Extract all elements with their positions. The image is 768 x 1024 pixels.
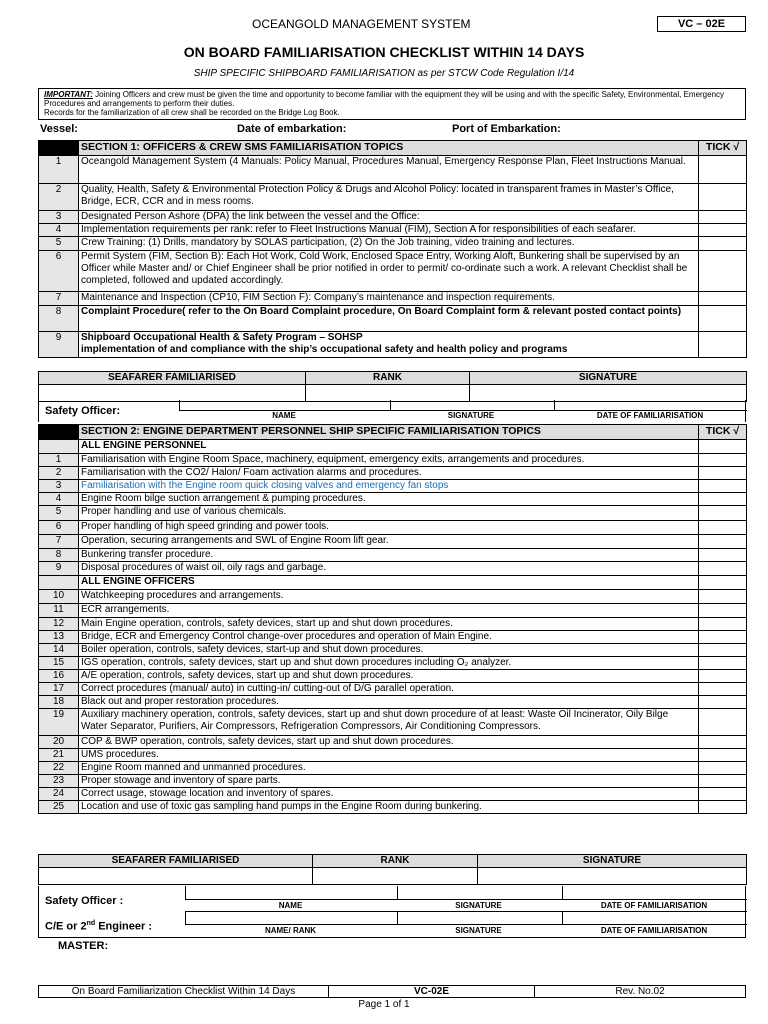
item-number: 8 [39, 549, 79, 562]
group-header [39, 440, 747, 454]
tick-box[interactable] [699, 631, 747, 644]
item-text: Proper stowage and inventory of spare parts. [79, 775, 699, 788]
item-number: 7 [39, 535, 79, 549]
so-signature-label: SIGNATURE [447, 411, 495, 420]
section2-title: SECTION 2: ENGINE DEPARTMENT PERSONNEL SHIP SPECIFIC FAMILIARISATION TOPICS [79, 425, 699, 440]
item-number: 20 [39, 736, 79, 749]
checklist-row [39, 224, 747, 237]
item-text: Bridge, ECR and Emergency Control change-over procedures and operation of Main Engine. [79, 631, 699, 644]
tick-box[interactable] [699, 736, 747, 749]
tick-box[interactable] [699, 549, 747, 562]
item-text: UMS procedures. [79, 749, 699, 762]
tick-box[interactable] [699, 762, 747, 775]
footer [38, 985, 746, 998]
item-text: Watchkeeping procedures and arrangements. [79, 590, 699, 604]
checklist-row [39, 762, 747, 775]
checklist-row [39, 237, 747, 251]
checklist-row [39, 696, 747, 709]
tick-box[interactable] [699, 709, 747, 736]
item-number: 6 [39, 521, 79, 535]
ce-signature-label: SIGNATURE [455, 926, 502, 935]
checklist-row [39, 736, 747, 749]
item-text: Black out and proper restoration procedures. [79, 696, 699, 709]
item-number: 8 [39, 306, 79, 332]
tick-header: TICK √ [699, 141, 747, 156]
so-name-label: NAME [272, 411, 296, 420]
tick-box[interactable] [699, 454, 747, 467]
item-text: Permit System (FIM, Section B): Each Hot Work, Cold Work, Enclosed Space Entry, Working Aloft, Bunkering shall be supervised by an Officer while Master and/ or Chief Engineer shall be prior notified in order to permit/ co-ordinate such a work. A relevant Checklist shall be completed, followed and updated accordingly. [79, 251, 699, 292]
signature-field-2[interactable] [478, 868, 747, 885]
important-text-2: Records for the familiarization of all crew shall be recorded on the Bridge Log Book. [44, 108, 340, 117]
item-number: 2 [39, 184, 79, 211]
section2-signoff-block [38, 886, 746, 938]
page-subtitle: SHIP SPECIFIC SHIPBOARD FAMILIARISATION as per STCW Code Regulation I/14 [193, 68, 575, 79]
page-title: ON BOARD FAMILIARISATION CHECKLIST WITHIN 14 DAYS [183, 44, 585, 60]
item-text: Boiler operation, controls, safety devices, start-up and shut down procedures. [79, 644, 699, 657]
checklist-row [39, 184, 747, 211]
checklist-row [39, 306, 747, 332]
checklist-row [39, 211, 747, 224]
safety-officer-entry-2[interactable] [185, 886, 747, 900]
ce-date-label: DATE OF FAMILIARISATION [600, 926, 708, 935]
tick-box[interactable] [699, 292, 747, 306]
safety-officer-label: Safety Officer: [45, 405, 121, 417]
important-text: Joining Officers and crew must be given the time and opportunity to become familiar with the equipment they will be using and with the specific Safety, Environmental, Emergency Procedures and arrangements to perform their duties. [44, 90, 725, 108]
tick-box[interactable] [699, 506, 747, 521]
tick-box[interactable] [699, 237, 747, 251]
item-number: 5 [39, 237, 79, 251]
tick-box[interactable] [699, 332, 747, 358]
item-text: Crew Training: (1) Drills, mandatory by SOLAS participation, (2) On the Job training, video training and lectures. [79, 237, 699, 251]
item-number: 3 [39, 480, 79, 493]
tick-box[interactable] [699, 644, 747, 657]
checklist-row [39, 749, 747, 762]
item-text: Familiarisation with the CO2/ Halon/ Foam activation alarms and procedures. [79, 467, 699, 480]
tick-box[interactable] [699, 801, 747, 814]
item-text: Oceangold Management System (4 Manuals: Policy Manual, Procedures Manual, Emergency Response Plan, Fleet Instructions Manual. [79, 156, 699, 184]
item-number: 13 [39, 631, 79, 644]
item-text: Shipboard Occupational Health & Safety Program – SOHSP implementation of and compliance with the ship’s occupational safety and health policy and programs [79, 332, 699, 358]
item-text: Operation, securing arrangements and SWL of Engine Room lift gear. [79, 535, 699, 549]
tick-box[interactable] [699, 749, 747, 762]
page-number: Page 1 of 1 [358, 999, 410, 1010]
signature-field[interactable] [470, 385, 747, 402]
item-text: Quality, Health, Safety & Environmental Protection Policy & Drugs and Alcohol Policy: located in transparent frames in Master’s Office, Bridge, ECR, CCR and in mess rooms. [79, 184, 699, 211]
item-text: Correct procedures (manual/ auto) in cutting-in/ cutting-out of D/G parallel operation. [79, 683, 699, 696]
tick-box[interactable] [699, 535, 747, 549]
so2-signature-label: SIGNATURE [455, 901, 502, 910]
item-text: Location and use of toxic gas sampling hand pumps in the Engine Room during bunkering. [79, 801, 699, 814]
item-text: A/E operation, controls, safety devices, start up and shut down procedures. [79, 670, 699, 683]
section1-signature-table [38, 371, 747, 402]
master-label: MASTER: [58, 940, 109, 952]
checklist-row [39, 454, 747, 467]
tick-box[interactable] [699, 493, 747, 506]
checklist-row [39, 251, 747, 292]
item-number: 21 [39, 749, 79, 762]
item-text: Designated Person Ashore (DPA) the link between the vessel and the Office: [79, 211, 699, 224]
item-number: 14 [39, 644, 79, 657]
so2-date-label: DATE OF FAMILIARISATION [600, 901, 708, 910]
item-number: 4 [39, 493, 79, 506]
checklist-row [39, 521, 747, 535]
tick-header-2: TICK √ [699, 425, 747, 440]
item-number: 16 [39, 670, 79, 683]
section1-title: SECTION 1: OFFICERS & CREW SMS FAMILIARISATION TOPICS [79, 141, 699, 156]
item-number: 19 [39, 709, 79, 736]
checklist-row [39, 156, 747, 184]
checklist-row [39, 549, 747, 562]
checklist-row [39, 644, 747, 657]
item-number: 11 [39, 604, 79, 618]
item-number: 6 [39, 251, 79, 292]
tick-box[interactable] [699, 521, 747, 535]
tick-box[interactable] [699, 775, 747, 788]
date-embarkation-label: Date of embarkation: [237, 123, 347, 135]
item-number: 12 [39, 618, 79, 631]
item-text: Auxiliary machinery operation, controls, safety devices, start up and shut down procedure of at least: Waste Oil Incinerator, Oily Bilge Water Separator, Purifiers, Air Compressors, Refrigeration Compressors, Air Conditioning Compressors. [79, 709, 699, 736]
item-number: 17 [39, 683, 79, 696]
tick-box[interactable] [699, 480, 747, 493]
ce-label: C/E or 2nd Engineer : [45, 920, 152, 933]
item-number: 2 [39, 467, 79, 480]
item-text: Complaint Procedure( refer to the On Board Complaint procedure, On Board Complaint form & relevant posted contact points) [79, 306, 699, 332]
checklist-row [39, 670, 747, 683]
checklist-row [39, 604, 747, 618]
tick-box[interactable] [699, 211, 747, 224]
checklist-row [39, 618, 747, 631]
item-text: Engine Room manned and unmanned procedures. [79, 762, 699, 775]
group-title: ALL ENGINE OFFICERS [79, 576, 699, 590]
checklist-row [39, 788, 747, 801]
tick-box[interactable] [699, 670, 747, 683]
tick-box[interactable] [699, 788, 747, 801]
checklist-row [39, 332, 747, 358]
section2-header [39, 425, 747, 440]
safety-officer-label-2: Safety Officer : [45, 895, 124, 907]
tick-box[interactable] [699, 618, 747, 631]
group-title: ALL ENGINE PERSONNEL [79, 440, 699, 454]
tick-box[interactable] [699, 251, 747, 292]
item-text: ECR arrangements. [79, 604, 699, 618]
tick-box[interactable] [699, 306, 747, 332]
item-number: 9 [39, 332, 79, 358]
tick-box[interactable] [699, 590, 747, 604]
item-number: 9 [39, 562, 79, 576]
so-date-label: DATE OF FAMILIARISATION [596, 411, 704, 420]
tick-box[interactable] [699, 562, 747, 576]
seafarer-name-field-2[interactable] [39, 868, 313, 885]
important-label: IMPORTANT: [44, 90, 93, 99]
item-number: 10 [39, 590, 79, 604]
ce-entry[interactable] [185, 911, 747, 925]
item-text: Main Engine operation, controls, safety devices, start up and shut down procedures. [79, 618, 699, 631]
tick-box[interactable] [699, 683, 747, 696]
important-notice [38, 88, 746, 120]
footer-doc-title: On Board Familiarization Checklist Within 14 Days [39, 986, 329, 997]
group-header [39, 576, 747, 590]
checklist-row [39, 535, 747, 549]
tick-box[interactable] [699, 224, 747, 237]
checklist-row [39, 657, 747, 670]
checklist-row [39, 493, 747, 506]
item-text: Familiarisation with the Engine room quick closing valves and emergency fan stops [79, 480, 699, 493]
item-text: Familiarisation with Engine Room Space, machinery, equipment, emergency exits, arrangements and procedures. [79, 454, 699, 467]
checklist-row [39, 709, 747, 736]
signature-header: SIGNATURE [470, 372, 747, 385]
management-system-label: OCEANGOLD MANAGEMENT SYSTEM [252, 17, 471, 31]
tick-box[interactable] [699, 156, 747, 184]
section1-safety-officer-block [38, 400, 746, 422]
item-number: 1 [39, 156, 79, 184]
section2-table [38, 424, 747, 814]
item-number: 7 [39, 292, 79, 306]
item-text: Proper handling and use of various chemicals. [79, 506, 699, 521]
vessel-label: Vessel: [40, 123, 78, 135]
checklist-row [39, 801, 747, 814]
item-text: IGS operation, controls, safety devices, start up and shut down procedures including O₂ analyzer. [79, 657, 699, 670]
footer-code: VC-02E [329, 986, 535, 997]
tick-box[interactable] [699, 467, 747, 480]
item-number: 22 [39, 762, 79, 775]
checklist-row [39, 480, 747, 493]
item-number: 25 [39, 801, 79, 814]
checklist-row [39, 683, 747, 696]
checklist-row [39, 506, 747, 521]
rank-header: RANK [306, 372, 470, 385]
tick-box[interactable] [699, 604, 747, 618]
section2-signature-table [38, 854, 747, 885]
item-text: Implementation requirements per rank: refer to Fleet Instructions Manual (FIM), Section A for responsibilities of each seafarer. [79, 224, 699, 237]
item-text: Engine Room bilge suction arrangement & pumping procedures. [79, 493, 699, 506]
item-number: 5 [39, 506, 79, 521]
checklist-row [39, 292, 747, 306]
so2-name-label: NAME [278, 901, 303, 910]
item-text: Disposal procedures of waist oil, oily rags and garbage. [79, 562, 699, 576]
item-number: 1 [39, 454, 79, 467]
item-number: 23 [39, 775, 79, 788]
signature-header-2: SIGNATURE [478, 855, 747, 868]
item-text: Bunkering transfer procedure. [79, 549, 699, 562]
tick-box[interactable] [699, 696, 747, 709]
port-embarkation-label: Port of Embarkation: [452, 123, 561, 135]
footer-rev: Rev. No.02 [615, 986, 665, 997]
seafarer-name-field[interactable] [39, 385, 306, 402]
item-text: COP & BWP operation, controls, safety devices, start up and shut down procedures. [79, 736, 699, 749]
item-number: 3 [39, 211, 79, 224]
rank-field-2[interactable] [313, 868, 478, 885]
checklist-row [39, 562, 747, 576]
seafarer-familiarised-header: SEAFARER FAMILIARISED [39, 372, 306, 385]
item-number: 15 [39, 657, 79, 670]
checklist-row [39, 775, 747, 788]
seafarer-familiarised-header-2: SEAFARER FAMILIARISED [39, 855, 313, 868]
item-number: 24 [39, 788, 79, 801]
rank-field[interactable] [306, 385, 470, 402]
item-text: Correct usage, stowage location and inventory of spares. [79, 788, 699, 801]
item-text: Maintenance and Inspection (CP10, FIM Section F): Company’s maintenance and inspection requirements. [79, 292, 699, 306]
safety-officer-entry[interactable] [179, 400, 747, 411]
form-code: VC – 02E [657, 16, 746, 32]
rank-header-2: RANK [313, 855, 478, 868]
checklist-row [39, 590, 747, 604]
ce-name-label: NAME/ RANK [264, 926, 317, 935]
checklist-row [39, 467, 747, 480]
checklist-row [39, 631, 747, 644]
section1-header [39, 141, 747, 156]
item-number: 4 [39, 224, 79, 237]
tick-box[interactable] [699, 184, 747, 211]
item-text: Proper handling of high speed grinding and power tools. [79, 521, 699, 535]
item-number: 18 [39, 696, 79, 709]
tick-box[interactable] [699, 657, 747, 670]
section1-table [38, 140, 747, 358]
